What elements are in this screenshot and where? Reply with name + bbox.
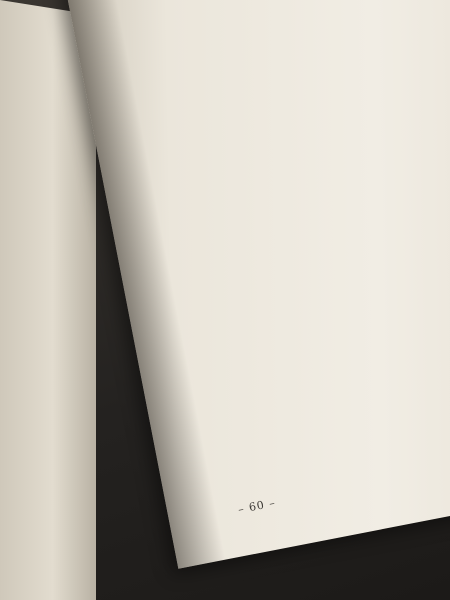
facing-page — [0, 0, 96, 600]
page-number: – 60 – — [236, 496, 277, 517]
